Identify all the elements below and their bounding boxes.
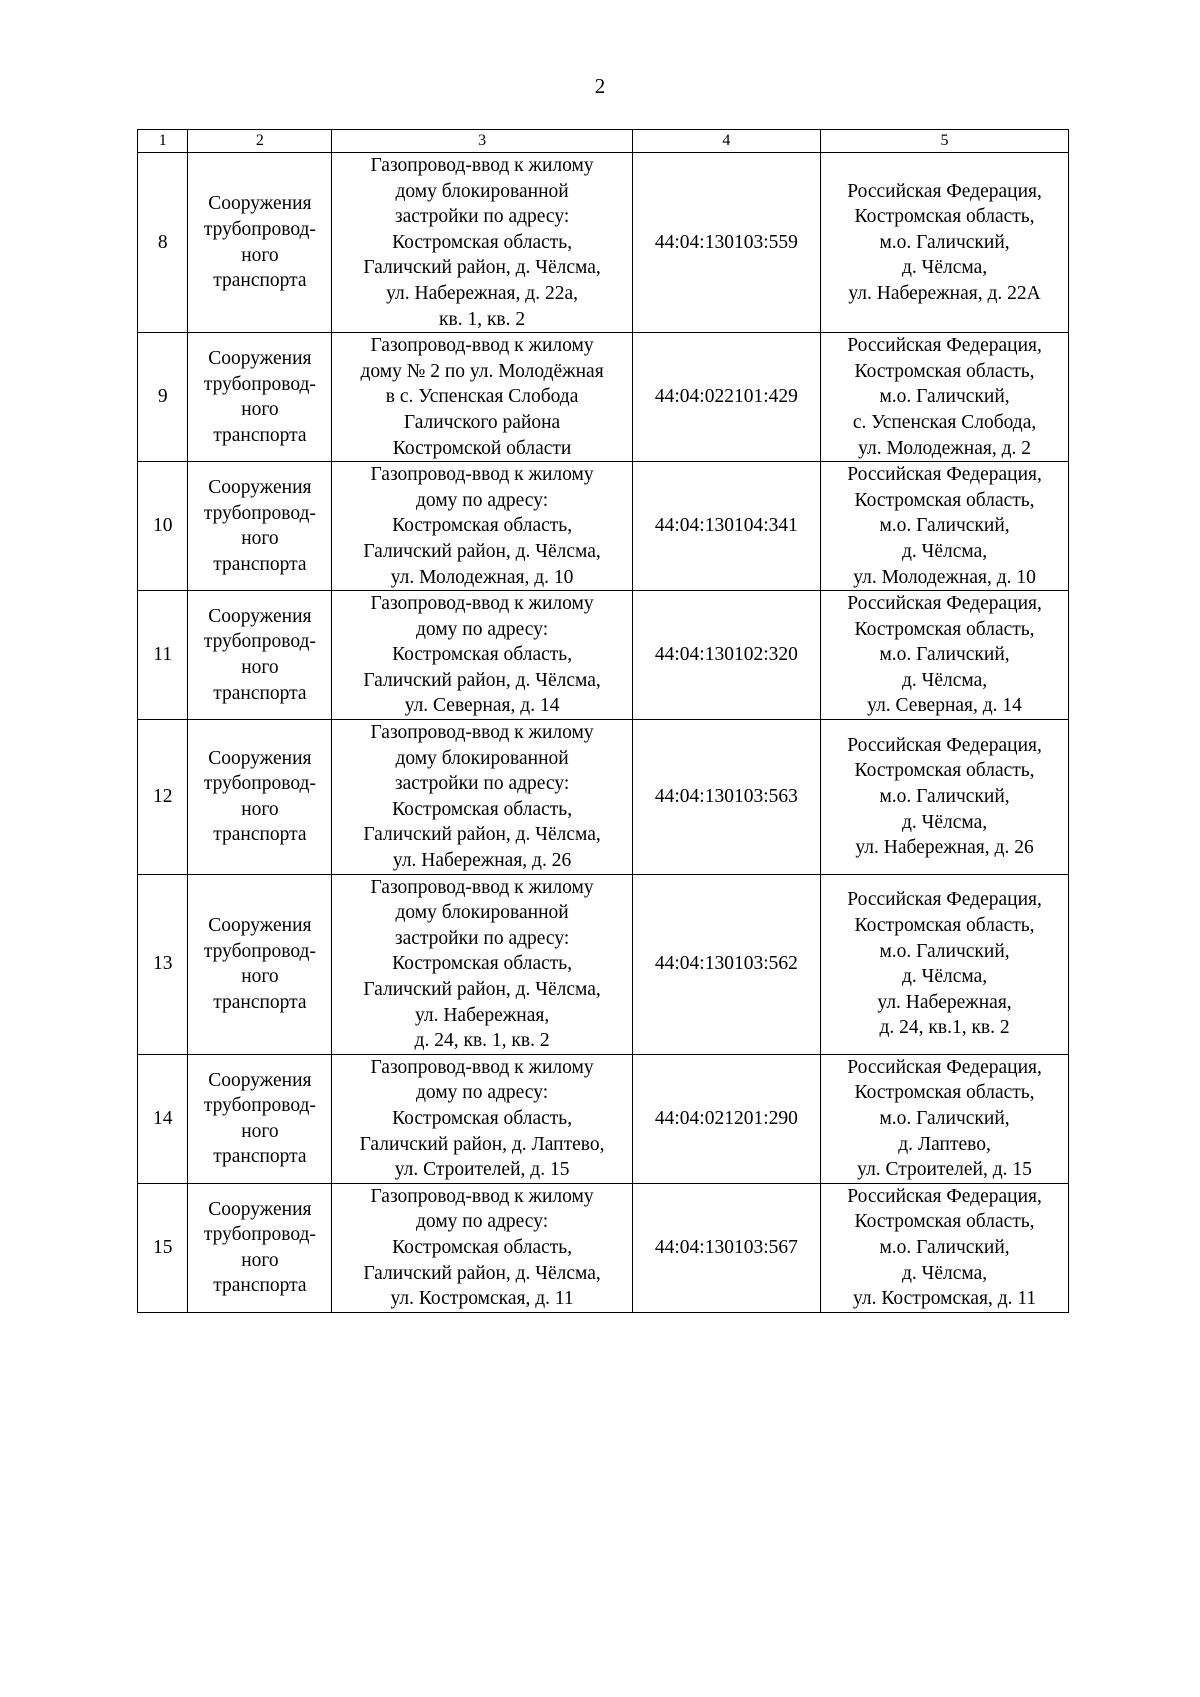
- object-type-line: транспорта: [213, 270, 307, 292]
- row-number-cell: 12: [138, 720, 188, 875]
- object-name-line: Газопровод-ввод к жилому: [370, 876, 594, 898]
- object-name-line: застройки по адресу:: [394, 206, 570, 228]
- object-name-line: дому по адресу:: [416, 489, 549, 511]
- object-address-line: д. Чёлсма,: [901, 669, 988, 691]
- object-name-line: Газопровод-ввод к жилому: [370, 593, 594, 615]
- object-address-line: ул. Костромская, д. 11: [852, 1288, 1037, 1310]
- row-number-cell: 11: [138, 591, 188, 720]
- object-name-line: д. 24, кв. 1, кв. 2: [414, 1030, 550, 1052]
- object-address-line: Российская Федерация,: [847, 734, 1042, 756]
- object-address-line: с. Успенская Слобода,: [852, 411, 1037, 433]
- object-name-line: ул. Молодежная, д. 10: [390, 566, 574, 588]
- object-address-cell: [821, 1054, 1069, 1183]
- object-address-cell: [821, 1183, 1069, 1312]
- object-address-line: Российская Федерация,: [847, 335, 1042, 357]
- object-address-line: м.о. Галичский,: [879, 786, 1010, 808]
- object-name-line: ул. Северная, д. 14: [404, 695, 560, 717]
- row-number-cell: 10: [138, 462, 188, 591]
- column-number-2: 2: [188, 130, 332, 153]
- object-type-line: трубопровод-: [203, 631, 316, 653]
- object-address-line: м.о. Галичский,: [879, 231, 1010, 253]
- object-type-line: транспорта: [213, 682, 307, 704]
- object-address-cell: [821, 874, 1069, 1054]
- object-name-line: Газопровод-ввод к жилому: [370, 1056, 594, 1078]
- object-address-cell: [821, 591, 1069, 720]
- row-number-cell: 9: [138, 333, 188, 462]
- object-type-line: ного: [241, 798, 279, 820]
- object-address-line: д. Чёлсма,: [901, 966, 988, 988]
- object-type-line: Сооружения: [208, 347, 312, 369]
- column-number-5: 5: [821, 130, 1069, 153]
- object-name-line: Костромской области: [392, 437, 572, 459]
- row-number-cell: 14: [138, 1054, 188, 1183]
- object-name-line: в с. Успенская Слобода: [385, 386, 579, 408]
- object-name-line: дому блокированной: [395, 180, 569, 202]
- object-address-line: ул. Строителей, д. 15: [857, 1159, 1032, 1181]
- table-header-row: [138, 130, 1069, 153]
- cadastral-number-cell: 44:04:130104:341: [632, 462, 820, 591]
- object-name-line: Костромская область,: [392, 231, 573, 253]
- object-address-line: Российская Федерация,: [847, 889, 1042, 911]
- object-address-line: Костромская область,: [854, 1082, 1035, 1104]
- object-name-line: Костромская область,: [392, 644, 573, 666]
- object-address-line: д. Чёлсма,: [901, 257, 988, 279]
- object-type-line: транспорта: [213, 424, 307, 446]
- object-address-line: Костромская область,: [854, 489, 1035, 511]
- object-name-cell: [332, 591, 632, 720]
- object-type-line: Сооружения: [208, 605, 312, 627]
- object-name-line: Газопровод-ввод к жилому: [370, 464, 594, 486]
- cadastral-number-cell: 44:04:021201:290: [632, 1054, 820, 1183]
- object-type-line: Сооружения: [208, 747, 312, 769]
- cadastral-number-cell: 44:04:130102:320: [632, 591, 820, 720]
- object-address-cell: [821, 153, 1069, 333]
- object-address-line: м.о. Галичский,: [879, 644, 1010, 666]
- object-type-line: Сооружения: [208, 1198, 312, 1220]
- object-name-cell: [332, 462, 632, 591]
- object-name-cell: [332, 1183, 632, 1312]
- object-type-cell: [188, 462, 332, 591]
- object-type-line: транспорта: [213, 553, 307, 575]
- object-name-line: ул. Набережная, д. 22а,: [386, 282, 578, 304]
- row-number-cell: 13: [138, 874, 188, 1054]
- object-address-line: Костромская область,: [854, 360, 1035, 382]
- object-type-line: ного: [241, 1249, 279, 1271]
- object-name-line: Галичский район, д. Чёлсма,: [363, 540, 601, 562]
- object-name-line: Галичский район, д. Чёлсма,: [363, 979, 601, 1000]
- cadastral-number-cell: 44:04:130103:562: [632, 874, 820, 1054]
- cadastral-number-cell: 44:04:022101:429: [632, 333, 820, 462]
- table-row: [138, 874, 1069, 1054]
- object-address-line: Костромская область,: [854, 618, 1035, 640]
- object-name-line: дому № 2 по ул. Молодёжная: [360, 360, 604, 382]
- object-name-cell: [332, 153, 632, 333]
- object-address-line: Костромская область,: [854, 206, 1035, 228]
- object-type-line: Сооружения: [208, 476, 312, 498]
- object-type-cell: [188, 591, 332, 720]
- object-address-line: ул. Северная, д. 14: [867, 695, 1022, 717]
- object-name-line: Галичский район, д. Чёлсма,: [363, 1262, 601, 1284]
- object-name-line: дому блокированной: [395, 902, 569, 924]
- object-type-line: ного: [241, 528, 279, 550]
- table-row: [138, 1183, 1069, 1312]
- object-name-line: ул. Набережная, д. 26: [392, 850, 572, 872]
- table-row: [138, 153, 1069, 333]
- object-name-cell: [332, 874, 632, 1054]
- page-number: 2: [594, 74, 606, 98]
- object-name-line: застройки по адресу:: [394, 927, 570, 949]
- object-name-line: ул. Набережная,: [414, 1004, 550, 1026]
- object-address-line: м.о. Галичский,: [879, 515, 1010, 537]
- object-address-line: Российская Федерация,: [847, 180, 1042, 202]
- object-address-line: м.о. Галичский,: [879, 386, 1010, 408]
- cadastral-number-cell: 44:04:130103:563: [632, 720, 820, 875]
- object-name-line: Костромская область,: [392, 1107, 573, 1129]
- object-type-line: транспорта: [213, 991, 307, 1013]
- object-type-line: ного: [241, 966, 279, 988]
- object-name-cell: [332, 333, 632, 462]
- object-address-line: д. 24, кв.1, кв. 2: [879, 1017, 1010, 1039]
- object-name-line: Галичский район, д. Чёлсма,: [363, 257, 601, 279]
- object-type-line: ного: [241, 1120, 279, 1142]
- object-name-line: дому блокированной: [395, 747, 569, 769]
- object-type-cell: [188, 1054, 332, 1183]
- object-type-line: трубопровод-: [203, 1224, 316, 1246]
- object-type-cell: [188, 720, 332, 875]
- object-type-line: ного: [241, 244, 279, 266]
- object-address-line: ул. Набережная, д. 26: [855, 837, 1034, 859]
- object-address-line: д. Чёлсма,: [901, 811, 988, 833]
- object-address-line: Костромская область,: [854, 760, 1035, 782]
- object-name-line: дому по адресу:: [416, 1082, 549, 1104]
- object-address-line: Российская Федерация,: [847, 464, 1042, 486]
- object-address-cell: [821, 720, 1069, 875]
- object-type-line: трубопровод-: [203, 1095, 316, 1117]
- object-name-line: кв. 1, кв. 2: [439, 308, 526, 330]
- object-type-cell: [188, 874, 332, 1054]
- object-address-line: ул. Набережная, д. 22А: [848, 282, 1041, 304]
- object-type-line: ного: [241, 657, 279, 679]
- object-address-cell: [821, 462, 1069, 591]
- object-name-line: ул. Костромская, д. 11: [390, 1288, 574, 1310]
- object-address-line: д. Чёлсма,: [901, 1262, 988, 1284]
- object-address-line: ул. Молодежная, д. 10: [853, 566, 1036, 588]
- object-type-cell: [188, 333, 332, 462]
- object-name-line: дому по адресу:: [416, 1211, 549, 1233]
- object-name-line: Костромская область,: [392, 798, 573, 820]
- object-name-line: Галичский район, д. Чёлсма,: [363, 824, 601, 846]
- row-number-cell: 8: [138, 153, 188, 333]
- object-address-line: м.о. Галичский,: [879, 1107, 1010, 1129]
- object-type-line: ного: [241, 399, 279, 421]
- object-address-line: Костромская область,: [854, 1211, 1035, 1233]
- object-address-line: м.о. Галичский,: [879, 940, 1010, 962]
- table-row: [138, 1054, 1069, 1183]
- object-address-line: д. Чёлсма,: [901, 540, 988, 562]
- object-type-line: трубопровод-: [203, 773, 316, 795]
- object-type-cell: [188, 1183, 332, 1312]
- row-number-cell: 15: [138, 1183, 188, 1312]
- object-type-line: транспорта: [213, 824, 307, 846]
- object-address-line: ул. Набережная,: [877, 991, 1012, 1013]
- object-name-line: Газопровод-ввод к жилому: [370, 1185, 594, 1207]
- table-row: [138, 462, 1069, 591]
- object-address-line: Российская Федерация,: [847, 1056, 1042, 1078]
- object-type-line: транспорта: [213, 1146, 307, 1168]
- object-name-line: Костромская область,: [392, 953, 573, 975]
- object-type-line: трубопровод-: [203, 373, 316, 395]
- object-type-line: трубопровод-: [203, 502, 316, 524]
- object-address-line: Костромская область,: [854, 915, 1035, 937]
- object-name-line: Костромская область,: [392, 1236, 573, 1258]
- object-name-line: Газопровод-ввод к жилому: [370, 335, 594, 357]
- object-address-line: ул. Молодежная, д. 2: [858, 437, 1032, 459]
- column-number-4: 4: [632, 130, 820, 153]
- table-row: [138, 591, 1069, 720]
- object-name-line: Галичский район, д. Лаптево,: [359, 1133, 605, 1155]
- object-type-line: транспорта: [213, 1275, 307, 1297]
- column-number-3: 3: [332, 130, 632, 153]
- object-name-cell: [332, 720, 632, 875]
- table-row: [138, 720, 1069, 875]
- cadastral-number-cell: 44:04:130103:559: [632, 153, 820, 333]
- object-name-line: Газопровод-ввод к жилому: [370, 155, 594, 176]
- object-address-line: Российская Федерация,: [847, 1185, 1042, 1207]
- object-name-line: Газопровод-ввод к жилому: [370, 722, 594, 744]
- object-type-line: Сооружения: [208, 193, 312, 215]
- object-name-line: застройки по адресу:: [394, 773, 570, 795]
- object-name-line: Галичский район, д. Чёлсма,: [363, 669, 601, 691]
- object-type-line: трубопровод-: [203, 218, 316, 240]
- table-row: [138, 333, 1069, 462]
- object-address-line: м.о. Галичский,: [879, 1236, 1010, 1258]
- object-address-cell: [821, 333, 1069, 462]
- object-address-line: д. Лаптево,: [898, 1133, 991, 1155]
- registry-table: [137, 129, 1069, 1313]
- object-name-cell: [332, 1054, 632, 1183]
- object-type-cell: [188, 153, 332, 333]
- registry-table-body: [138, 130, 1069, 1313]
- object-type-line: Сооружения: [208, 915, 312, 937]
- object-type-line: трубопровод-: [203, 940, 316, 962]
- object-type-line: Сооружения: [208, 1069, 312, 1091]
- object-name-line: Костромская область,: [392, 515, 573, 537]
- column-number-1: 1: [138, 130, 188, 153]
- object-name-line: дому по адресу:: [416, 618, 549, 640]
- object-name-line: ул. Строителей, д. 15: [394, 1159, 570, 1181]
- object-name-line: Галичского района: [403, 411, 561, 433]
- cadastral-number-cell: 44:04:130103:567: [632, 1183, 820, 1312]
- object-address-line: Российская Федерация,: [847, 593, 1042, 615]
